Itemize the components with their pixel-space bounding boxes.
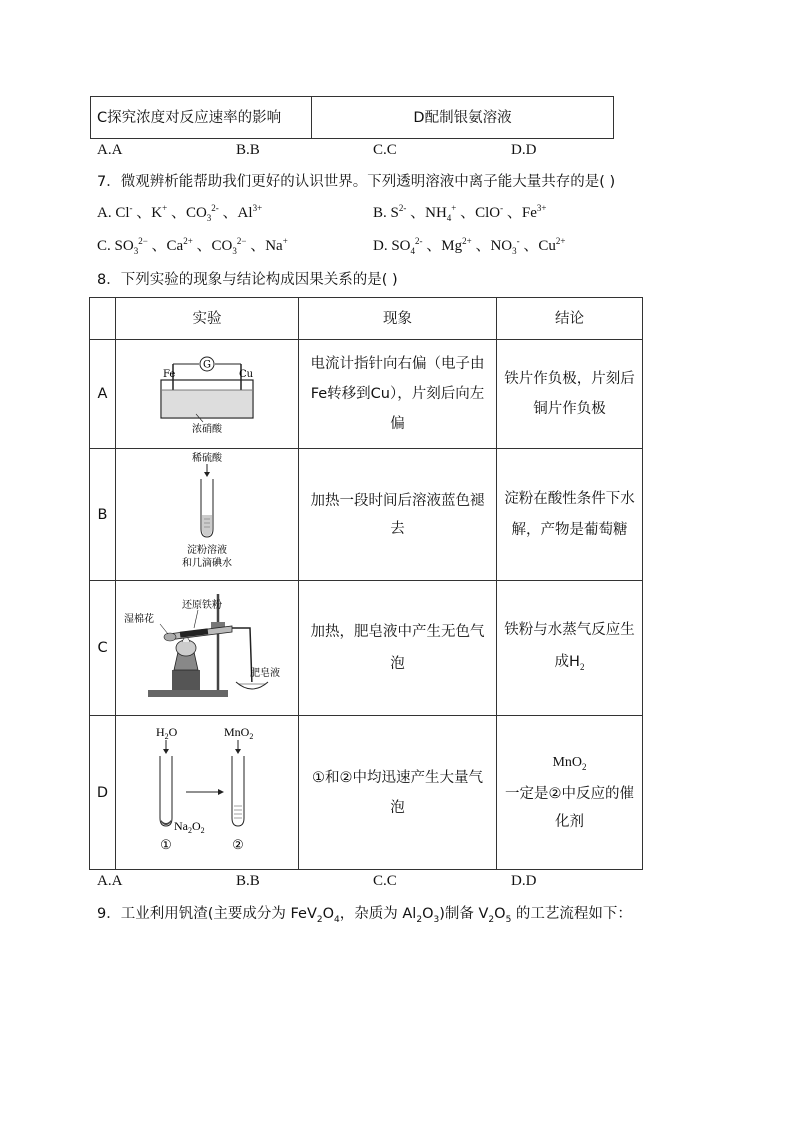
q7-option-b: B. $S^{2-}$ 、$NH_4^+$ 、ClO- 、$Fe^{3+}$: [373, 203, 547, 223]
row-label: A: [90, 340, 116, 449]
answer-d: D.D: [511, 142, 537, 158]
conclusion-d: MnO$_2$ 一定是②中反应的催化剂: [497, 716, 643, 870]
table-row: [90, 581, 643, 716]
experiment-table: [89, 297, 643, 870]
galvanometer-label: G: [203, 359, 211, 370]
wet-cotton-label: 湿棉花: [124, 613, 154, 625]
phenomenon-b: 加热一段时间后溶液蓝色褪去: [299, 449, 497, 581]
cu-electrode-label: Cu: [239, 368, 254, 380]
conclusion-c: 铁粉与水蒸气反应生成$H_2$: [497, 581, 643, 716]
header-conclusion: 结论: [497, 298, 643, 340]
answer-c: C.C: [373, 873, 397, 889]
iodine-water-label: 和几滴碘水: [182, 558, 232, 569]
figure-test-tube-starch: [116, 449, 299, 581]
svg-text:Na2O2: $Na_2O_2$: [174, 819, 205, 835]
row-label: B: [90, 449, 116, 581]
phenomenon-d: ①和②中均迅速产生大量气泡: [299, 716, 497, 870]
answer-a: A.A: [97, 142, 123, 158]
answer-b: B.B: [236, 873, 260, 889]
dilute-sulfuric-acid-label: 稀硫酸: [192, 453, 222, 464]
q7-option-d: D. $SO_4^{2-}$ 、$Mg^{2+}$ 、$NO_3^-$ 、$Cu^{2+}$: [373, 236, 566, 256]
question-7-stem: 7．微观辨析能帮助我们更好的认识世界。下列透明溶液中离子能大量共存的是( ): [97, 174, 616, 190]
question-9-stem: 9．工业利用钒渣(主要成分为 $FeV_2O_4$，杂质为 $Al_2O_3$)制备 $V_2O_5$ 的工艺流程如下：: [97, 906, 632, 925]
figure-iron-steam-apparatus: [116, 581, 299, 716]
answer-a: A.A: [97, 873, 123, 889]
row-label: D: [90, 716, 116, 870]
option-c-cell: C探究浓度对反应速率的影响: [91, 97, 312, 139]
q7-option-c: C. $SO_3^{2-}$ 、$Ca^{2+}$ 、$CO_3^{2-}$ 、Na+: [97, 236, 288, 256]
table-row: [90, 716, 643, 870]
answer-d: D.D: [511, 873, 537, 889]
fe-electrode-label: Fe: [163, 368, 176, 380]
reduced-iron-powder-label: 还原铁粉: [182, 599, 222, 611]
conc-nitric-acid-label: 浓硝酸: [192, 423, 222, 435]
option-d-cell: D配制银氨溶液: [312, 97, 614, 139]
figure-na2o2-mno2: [116, 716, 299, 870]
answer-c: C.C: [373, 142, 397, 158]
starch-solution-label: 淀粉溶液: [187, 545, 227, 556]
table-row: [90, 449, 643, 581]
conclusion-a: 铁片作负极，片刻后铜片作负极: [497, 340, 643, 449]
svg-text:MnO2: MnO$_2$: [224, 725, 254, 741]
tube-1-label: ①: [160, 837, 172, 852]
answer-b: B.B: [236, 142, 260, 158]
q7-option-a: A. Cl- 、K+ 、$CO_3^{2-}$ 、$Al^{3+}$: [97, 203, 263, 223]
phenomenon-c: 加热，肥皂液中产生无色气泡: [299, 581, 497, 716]
question-8-stem: 8．下列实验的现象与结论构成因果关系的是( ): [97, 272, 398, 288]
conclusion-b: 淀粉在酸性条件下水解，产物是葡萄糖: [497, 449, 643, 581]
header-phenomenon: 现象: [299, 298, 497, 340]
table-row: [90, 340, 643, 449]
phenomenon-a: 电流计指针向右偏（电子由Fe转移到Cu），片刻后向左偏: [299, 340, 497, 449]
row-label: C: [90, 581, 116, 716]
soap-solution-label: 肥皂液: [250, 667, 280, 679]
figure-galvanic-cell: [116, 340, 299, 449]
header-experiment: 实验: [116, 298, 299, 340]
top-table: [90, 96, 614, 139]
svg-text:H2O: $H_2O$: [156, 725, 178, 741]
tube-2-label: ②: [232, 837, 244, 852]
